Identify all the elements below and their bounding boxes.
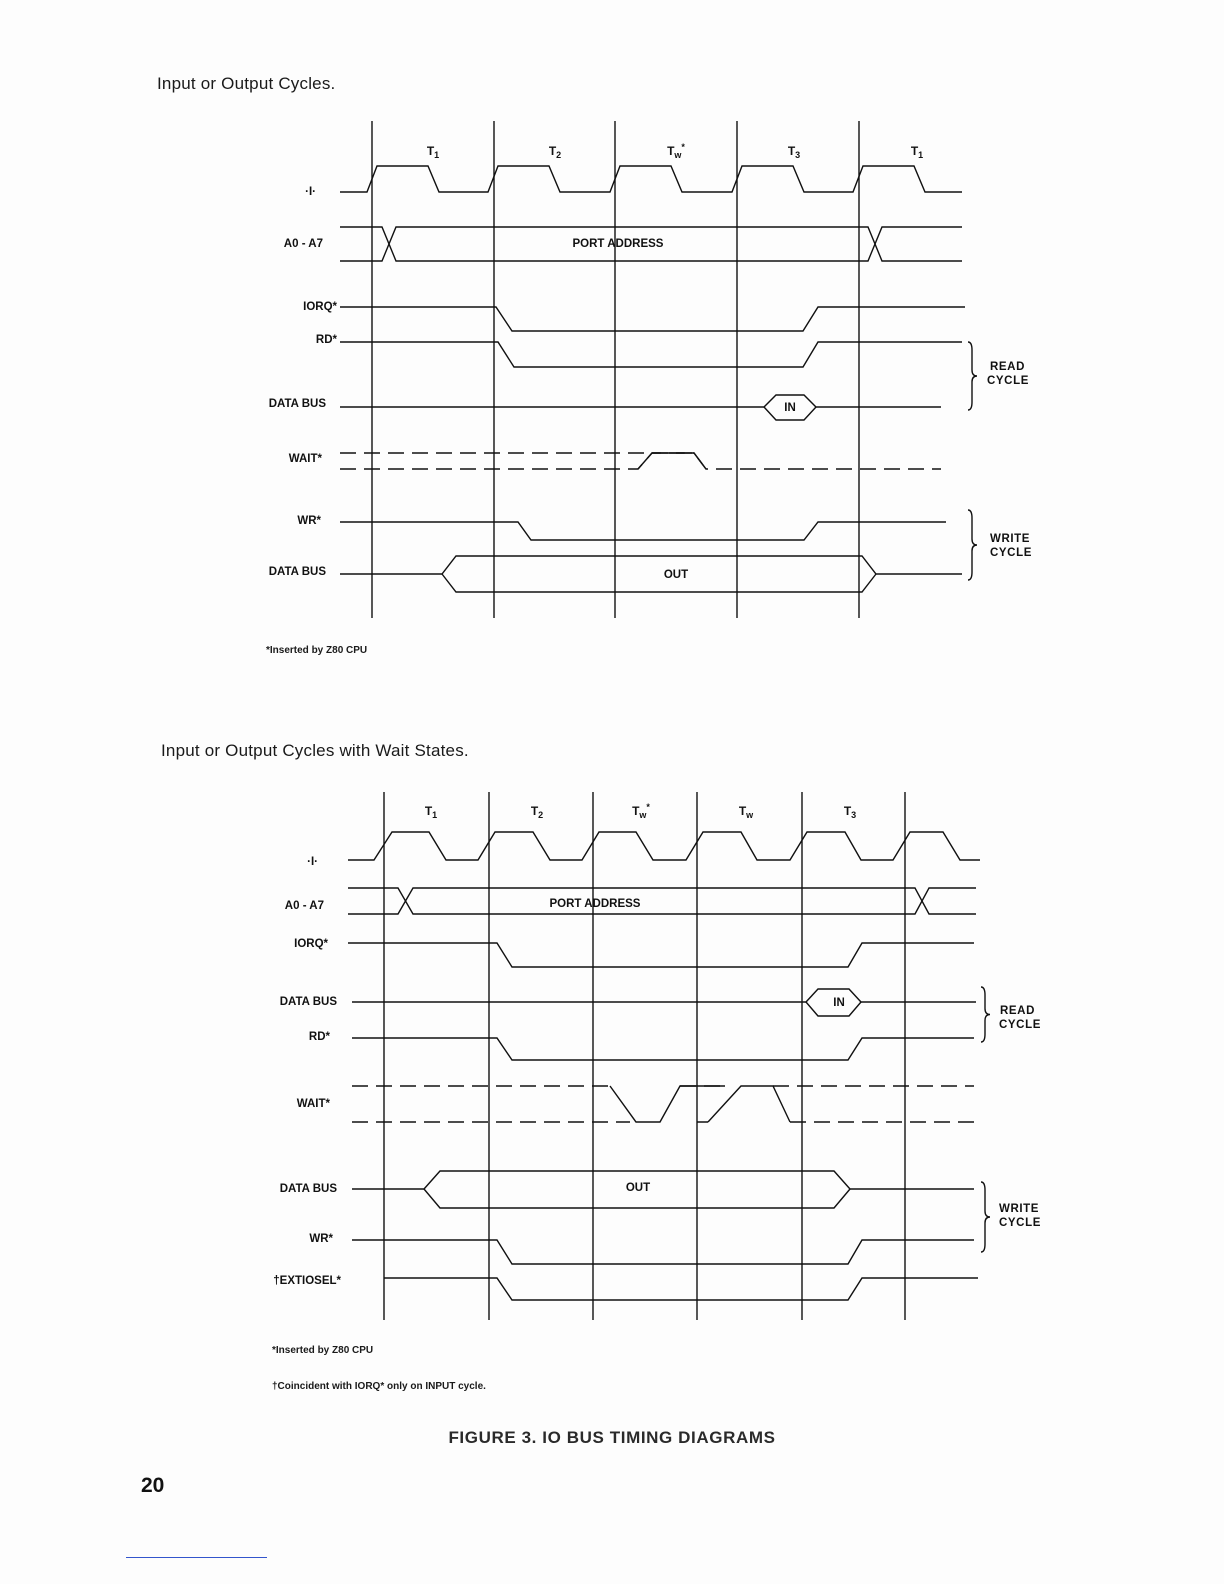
data-out-waveform	[442, 574, 876, 592]
t-state-label: $T_1$	[910, 144, 924, 160]
clock-label: ·I·	[307, 856, 318, 868]
t-state-label: $T_2$	[548, 144, 562, 160]
t-state-label: $T_w$	[738, 804, 754, 820]
read-cycle-label: READ	[1000, 1005, 1035, 1017]
write-cycle-label: WRITE	[999, 1203, 1040, 1215]
signal-label-iorq: IORQ*	[294, 938, 328, 950]
data-out-waveform	[340, 556, 962, 574]
read-cycle-brace	[981, 987, 990, 1042]
wait-pulse	[638, 453, 706, 469]
wait-pulses	[610, 1086, 790, 1122]
out-box-label: OUT	[663, 569, 689, 581]
signal-label-wait: WAIT*	[296, 1098, 330, 1110]
data-in-waveform	[352, 989, 976, 1002]
rd-waveform	[340, 342, 962, 367]
signal-label-rd: RD*	[315, 334, 337, 346]
read-cycle-label: CYCLE	[987, 375, 1029, 387]
write-cycle-brace	[968, 510, 977, 580]
signal-label-data-in: DATA BUS	[279, 996, 337, 1008]
iorq-waveform	[348, 943, 974, 967]
diagram1-footnote: *Inserted by Z80 CPU	[266, 645, 368, 656]
write-cycle-brace	[981, 1182, 990, 1252]
addr-waveform	[348, 888, 976, 914]
clock-waveform	[340, 166, 962, 192]
diagram2-footnote-1: *Inserted by Z80 CPU	[272, 1345, 374, 1356]
signal-label-data-out: DATA BUS	[279, 1183, 337, 1195]
signal-label-wr: WR*	[309, 1233, 333, 1245]
t-state-label: $T_3$	[787, 144, 801, 160]
diagram1-heading: Input or Output Cycles.	[157, 74, 336, 93]
signal-label-iorq: IORQ*	[303, 301, 337, 313]
iorq-waveform	[340, 307, 965, 331]
clock-label: ·I·	[305, 186, 316, 198]
read-cycle-brace	[968, 342, 977, 410]
in-box-label: IN	[833, 997, 845, 1009]
rd-waveform	[352, 1038, 974, 1060]
signal-label-data-out: DATA BUS	[268, 566, 326, 578]
figure-caption: FIGURE 3. IO BUS TIMING DIAGRAMS	[448, 1428, 776, 1447]
write-cycle-label: CYCLE	[999, 1217, 1041, 1229]
port-address-text: PORT ADDRESS	[572, 238, 664, 250]
t-state-label: $T_w^*$	[632, 802, 650, 820]
t-state-label: $T_w^*$	[667, 142, 685, 160]
t-state-label: $T_2$	[530, 804, 544, 820]
signal-label-addr: A0 - A7	[284, 900, 324, 912]
signal-label-rd: RD*	[308, 1031, 330, 1043]
footer-rule	[126, 1557, 267, 1558]
wr-waveform	[340, 522, 946, 540]
addr-waveform	[348, 888, 976, 914]
data-out-waveform	[352, 1171, 974, 1189]
write-cycle-label: CYCLE	[990, 547, 1032, 559]
diagram2-footnote-2: †Coincident with IORQ* only on INPUT cycle.	[272, 1381, 486, 1392]
t-state-label: $T_3$	[843, 804, 857, 820]
t-state-label: $T_1$	[426, 144, 440, 160]
in-box-label: IN	[784, 402, 796, 414]
page-number: 20	[141, 1474, 165, 1497]
t-state-label: $T_1$	[424, 804, 438, 820]
timing-diagram-2	[0, 780, 1224, 1340]
write-cycle-label: WRITE	[990, 533, 1031, 545]
signal-label-extiosel: †EXTIOSEL*	[273, 1275, 341, 1287]
signal-label-addr: A0 - A7	[283, 238, 323, 250]
signal-label-data-in: DATA BUS	[268, 398, 326, 410]
extiosel-waveform	[384, 1278, 978, 1300]
port-address-text: PORT ADDRESS	[549, 898, 641, 910]
data-in-waveform	[340, 395, 941, 407]
signal-label-wr: WR*	[297, 515, 321, 527]
read-cycle-label: CYCLE	[999, 1019, 1041, 1031]
wr-waveform	[352, 1240, 974, 1264]
wait-line-lower	[340, 453, 706, 469]
signal-label-wait: WAIT*	[288, 453, 322, 465]
clock-waveform	[348, 832, 980, 860]
read-cycle-label: READ	[990, 361, 1025, 373]
out-box-label: OUT	[625, 1182, 651, 1194]
diagram2-heading: Input or Output Cycles with Wait States.	[161, 741, 469, 760]
timing-diagram-1	[0, 0, 1224, 640]
